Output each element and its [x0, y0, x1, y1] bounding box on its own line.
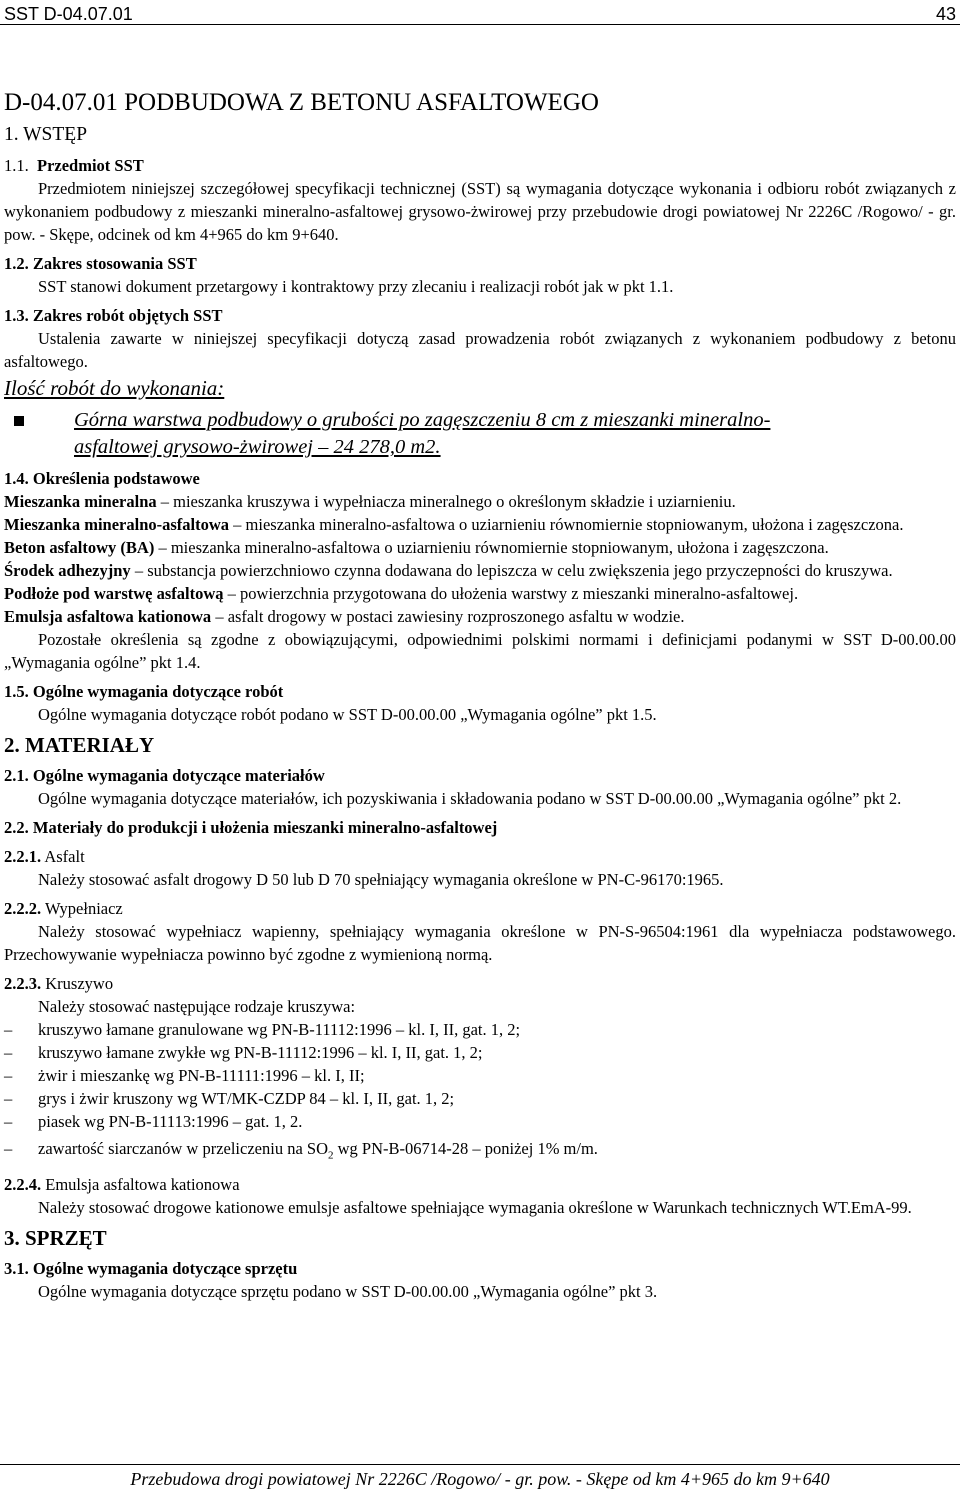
section-1-3-heading [4, 304, 956, 327]
section-number: 2.2.1. [4, 847, 42, 866]
page-number: 43 [935, 4, 956, 24]
document-body [4, 88, 956, 1303]
list-item [4, 1110, 956, 1133]
definition-text: – mieszanka mineralno-asfaltowa o uziarnieniu równomiernie stopniowanym, ułożona i zagęszczona. [154, 538, 829, 557]
subscript: 2 [328, 1149, 334, 1162]
dash-icon: – [4, 1089, 13, 1108]
section-title: Ogólne wymagania dotyczące robót [32, 682, 284, 701]
section-title: Przedmiot SST [37, 156, 144, 175]
section-number: 2.2.2. [4, 899, 42, 918]
definition-item [4, 536, 956, 559]
definition-term: Mieszanka mineralno-asfaltowa [4, 515, 230, 534]
page-footer [0, 1464, 960, 1496]
list-item-text: piasek wg PN-B-11113:1996 – gat. 1, 2. [38, 1112, 303, 1131]
footer-text: Przebudowa drogi powiatowej Nr 2226C /Rogowo/ - gr. pow. - Skępe od km 4+965 do km 9+640 [130, 1469, 830, 1489]
section-1-heading: 1. WSTĘP [4, 124, 88, 145]
section-title: Zakres stosowania SST [32, 254, 197, 273]
list-item [4, 1041, 956, 1064]
section-title: Kruszywo [45, 974, 114, 993]
dash-icon: – [4, 1020, 13, 1039]
definition-item [4, 582, 956, 605]
section-1-3-text: Ustalenia zawarte w niniejszej specyfikacji dotyczą zasad prowadzenia robót związanych z wykonaniem podbudowy z betonu asfaltowego. [4, 329, 956, 371]
list-item-text: grys i żwir kruszony wg WT/MK-CZDP 84 – kl. I, II, gat. 1, 2; [38, 1089, 455, 1108]
section-title: Ogólne wymagania dotyczące materiałów [32, 766, 325, 785]
section-2-1-text: Ogólne wymagania dotyczące materiałów, ich pozyskiwania i składowania podano w SST D-00.00.00 „Wymagania ogólne” pkt 2. [38, 789, 902, 808]
section-title: Określenia podstawowe [32, 469, 200, 488]
section-title: Emulsja asfaltowa kationowa [45, 1175, 240, 1195]
section-1-1-text: Przedmiotem niniejszej szczegółowej specyfikacji technicznej (SST) są wymagania dotyczące wykonania i odbioru robót związanych z wykonaniem podbudowy z mieszanki mineralno-asfaltowej grysowo-żwirowej przy przebudowie drogi powiatowej Nr 2226C /Rogowo/ - gr. pow. - Skępe, odcinek od km 4+965 do km 9+640. [4, 179, 956, 244]
section-2-2-3-heading [4, 972, 956, 995]
definition-term: Środek adhezyjny [4, 561, 131, 580]
definition-item [4, 559, 956, 582]
section-3-1-heading [4, 1257, 956, 1280]
definition-item [4, 513, 956, 536]
work-quantity-line-2: asfaltowej grysowo-żwirowej – 24 278,0 m2. [74, 436, 441, 458]
section-number: 2.1. [4, 766, 29, 785]
work-quantity-line-1: Górna warstwa podbudowy o grubości po zagęszczeniu 8 cm z mieszanki mineralno- [74, 409, 771, 431]
definition-text: – substancja powierzchniowo czynna dodawana do lepiszcza w celu zwiększenia jego przyczepności do kruszywa. [130, 561, 893, 580]
section-number: 3.1. [4, 1259, 29, 1279]
section-number: 1.1. [4, 156, 29, 175]
section-2-2-2-heading [4, 897, 956, 920]
section-1-5-text: Ogólne wymagania dotyczące robót podano w SST D-00.00.00 „Wymagania ogólne” pkt 1.5. [38, 705, 657, 724]
section-3-heading: 3. SPRZĘT [4, 1226, 107, 1251]
section-2-2-4-heading [4, 1173, 956, 1196]
section-number: 1.3. [4, 306, 29, 325]
section-title: Wypełniacz [44, 899, 123, 918]
section-title: Zakres robót objętych SST [32, 306, 223, 325]
section-1-2-heading [4, 252, 956, 275]
section-number: 2.2. [4, 818, 29, 837]
section-title: Ogólne wymagania dotyczące sprzętu [32, 1259, 298, 1279]
aggregate-intro: Należy stosować następujące rodzaje kruszywa: [38, 997, 356, 1016]
section-2-heading: 2. MATERIAŁY [4, 733, 155, 757]
section-2-2-1-text: Należy stosować asfalt drogowy D 50 lub D 70 spełniający wymagania określone w PN-C-96170:1965. [38, 870, 724, 889]
definition-term: Podłoże pod warstwę asfaltową [4, 584, 224, 603]
definition-text: – mieszanka mineralno-asfaltowa o uziarnieniu równomiernie stopniowanym, ułożona i zagęszczona. [229, 515, 904, 534]
section-title: Asfalt [44, 847, 85, 866]
list-item [4, 1137, 956, 1167]
definitions-other: Pozostałe określenia są zgodne z obowiązującymi, odpowiednimi polskimi normami i definicjami podanymi w SST D-00.00.00 „Wymagania ogólne” pkt 1.4. [4, 630, 956, 672]
section-2-1-heading [4, 764, 956, 787]
dash-icon: – [4, 1066, 13, 1085]
list-item-text: wg PN-B-06714-28 – poniżej 1% m/m. [333, 1139, 598, 1158]
section-1-1-heading [4, 154, 956, 177]
bullet-square-icon [14, 416, 24, 426]
definition-term: Emulsja asfaltowa kationowa [4, 607, 212, 626]
list-item [4, 1087, 956, 1110]
section-2-2-4-text: Należy stosować drogowe kationowe emulsje asfaltowe spełniające wymagania określone w Warunkach technicznych WT.EmA-99. [38, 1198, 912, 1218]
work-quantity-label: Ilość robót do wykonania: [4, 376, 225, 400]
list-item [4, 1064, 956, 1087]
page-title: D-04.07.01 PODBUDOWA Z BETONU ASFALTOWEGO [4, 89, 599, 116]
dash-icon: – [4, 1112, 13, 1131]
dash-icon: – [4, 1043, 13, 1062]
work-quantity-item [4, 407, 956, 461]
section-number: 1.5. [4, 682, 29, 701]
dash-icon: – [4, 1139, 13, 1158]
definition-text: – mieszanka kruszywa i wypełniacza mineralnego o określonym składzie i uziarnieniu. [156, 492, 736, 511]
list-item-text: żwir i mieszankę wg PN-B-11111:1996 – kl. I, II; [38, 1066, 365, 1085]
definition-item [4, 490, 956, 513]
section-2-2-heading [4, 816, 956, 839]
list-item [4, 1018, 956, 1041]
definition-item [4, 605, 956, 628]
definition-term: Mieszanka mineralna [4, 492, 157, 511]
section-number: 2.2.3. [4, 974, 42, 993]
list-item-text: kruszywo łamane granulowane wg PN-B-11112:1996 – kl. I, II, gat. 1, 2; [38, 1020, 521, 1039]
section-2-2-2-text: Należy stosować wypełniacz wapienny, spełniający wymagania określone w PN-S-96504:1961 dla wypełniacza podstawowego. Przechowywanie wypełniacza powinno być zgodne z wymienioną normą. [4, 922, 956, 964]
section-1-5-heading [4, 680, 956, 703]
section-1-4-heading [4, 467, 956, 490]
section-2-2-1-heading [4, 845, 956, 868]
doc-code: SST D-04.07.01 [4, 4, 133, 24]
section-3-1-text: Ogólne wymagania dotyczące sprzętu podano w SST D-00.00.00 „Wymagania ogólne” pkt 3. [38, 1282, 658, 1302]
definition-term: Beton asfaltowy (BA) [4, 538, 155, 557]
section-number: 2.2.4. [4, 1175, 42, 1195]
section-1-2-text: SST stanowi dokument przetargowy i kontraktowy przy zlecaniu i realizacji robót jak w pkt 1.1. [38, 277, 674, 296]
definition-text: – asfalt drogowy w postaci zawiesiny rozproszonego asfaltu w wodzie. [211, 607, 685, 626]
section-title: Materiały do produkcji i ułożenia mieszanki mineralno-asfaltowej [32, 818, 498, 837]
section-number: 1.2. [4, 254, 29, 273]
list-item-text: zawartość siarczanów w przeliczeniu na SO [38, 1139, 328, 1158]
page-header [0, 0, 960, 25]
list-item-text: kruszywo łamane zwykłe wg PN-B-11112:1996 – kl. I, II, gat. 1, 2; [38, 1043, 483, 1062]
definition-text: – powierzchnia przygotowana do ułożenia warstwy z mieszanki mineralno-asfaltowej. [223, 584, 799, 603]
section-number: 1.4. [4, 469, 29, 488]
